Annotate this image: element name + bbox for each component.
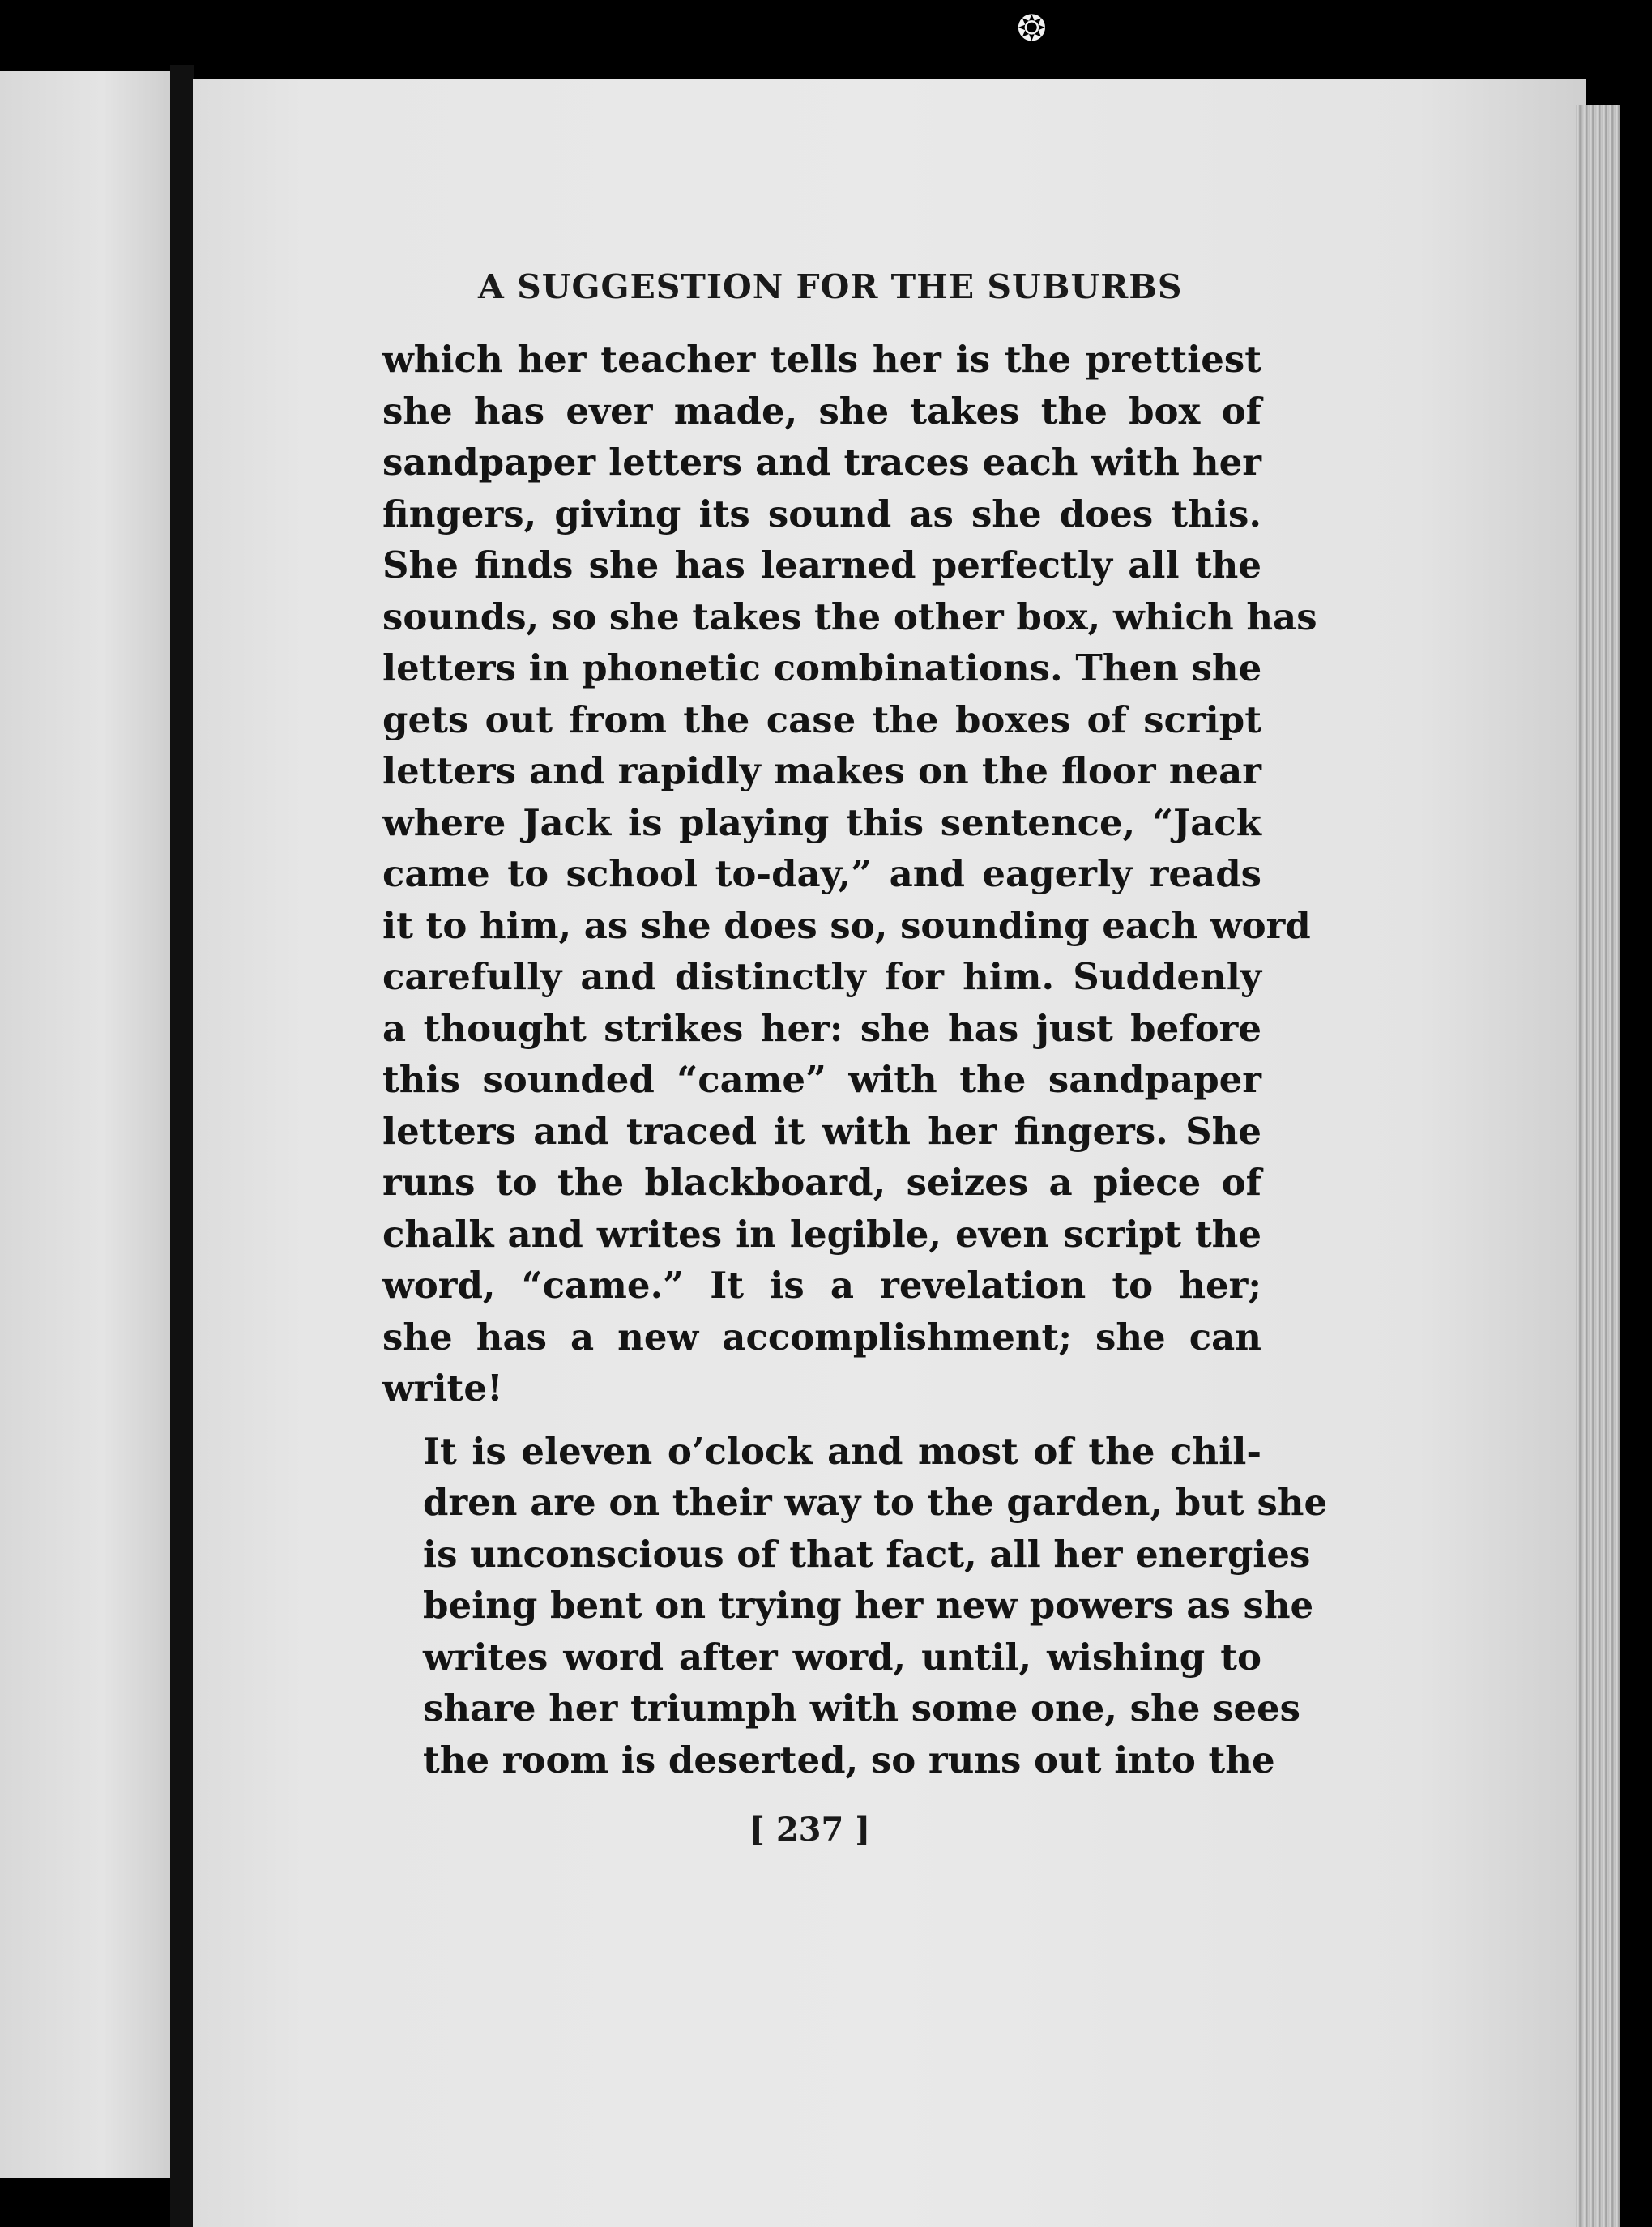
text-line: came to school to-day,” and eagerly reads [382,852,1261,895]
text-line: letters in phonetic combinations. Then she [382,646,1262,689]
page-stack-edge [1576,105,1620,2227]
text-line: gets out from the case the boxes of script [382,698,1261,741]
text-line: She finds she has learned perfectly all the [382,544,1261,587]
text-line: is unconscious of that fact, all her energies [423,1532,1311,1576]
text-line: this sounded “came” with the sandpaper [382,1058,1261,1101]
text-line: sounds, so she takes the other box, which has [382,595,1317,638]
text-line: sandpaper letters and traces each with her [382,441,1261,484]
text-line: being bent on trying her new powers as she [423,1584,1314,1627]
book-gutter [170,65,194,2227]
text-line: fingers, giving its sound as she does this. [382,492,1261,535]
scan-mark-icon: ❂ [1017,8,1047,49]
body-text [382,334,1328,1785]
text-line: it to him, as she does so, sounding each word [382,903,1311,947]
text-line: share her triumph with some one, she sees [423,1687,1300,1730]
text-line: writes word after word, until, wishing to [423,1635,1261,1679]
text-line: the room is deserted, so runs out into the [423,1738,1275,1781]
text-line: dren are on their way to the garden, but she [423,1481,1328,1524]
text-line: word, “came.” It is a revelation to her; [382,1264,1261,1307]
text-line: a thought strikes her: she has just before [382,1006,1261,1050]
text-line: letters and rapidly makes on the floor near [382,749,1261,792]
paragraph [382,334,1317,1414]
text-line: she has a new accomplishment; she can [382,1315,1261,1359]
text-line: chalk and writes in legible, even script the [382,1212,1261,1256]
text-line: runs to the blackboard, seizes a piece of [382,1161,1261,1204]
text-line: letters and traced it with her fingers. She [382,1109,1261,1153]
text-line: where Jack is playing this sentence, “Jack [382,800,1261,844]
left-page-edge [0,71,170,2178]
running-head: A SUGGESTION FOR THE SUBURBS [478,267,1183,306]
text-line: she has ever made, she takes the box of [382,389,1261,433]
text-line: write! [382,1367,503,1410]
text-line: carefully and distinctly for him. Suddenly [382,955,1261,998]
paragraph [382,1426,1328,1786]
page-number: [ 237 ] [749,1811,871,1849]
text-line: It is eleven o’clock and most of the chil- [423,1429,1261,1473]
text-line: which her teacher tells her is the prettiest [382,338,1261,381]
